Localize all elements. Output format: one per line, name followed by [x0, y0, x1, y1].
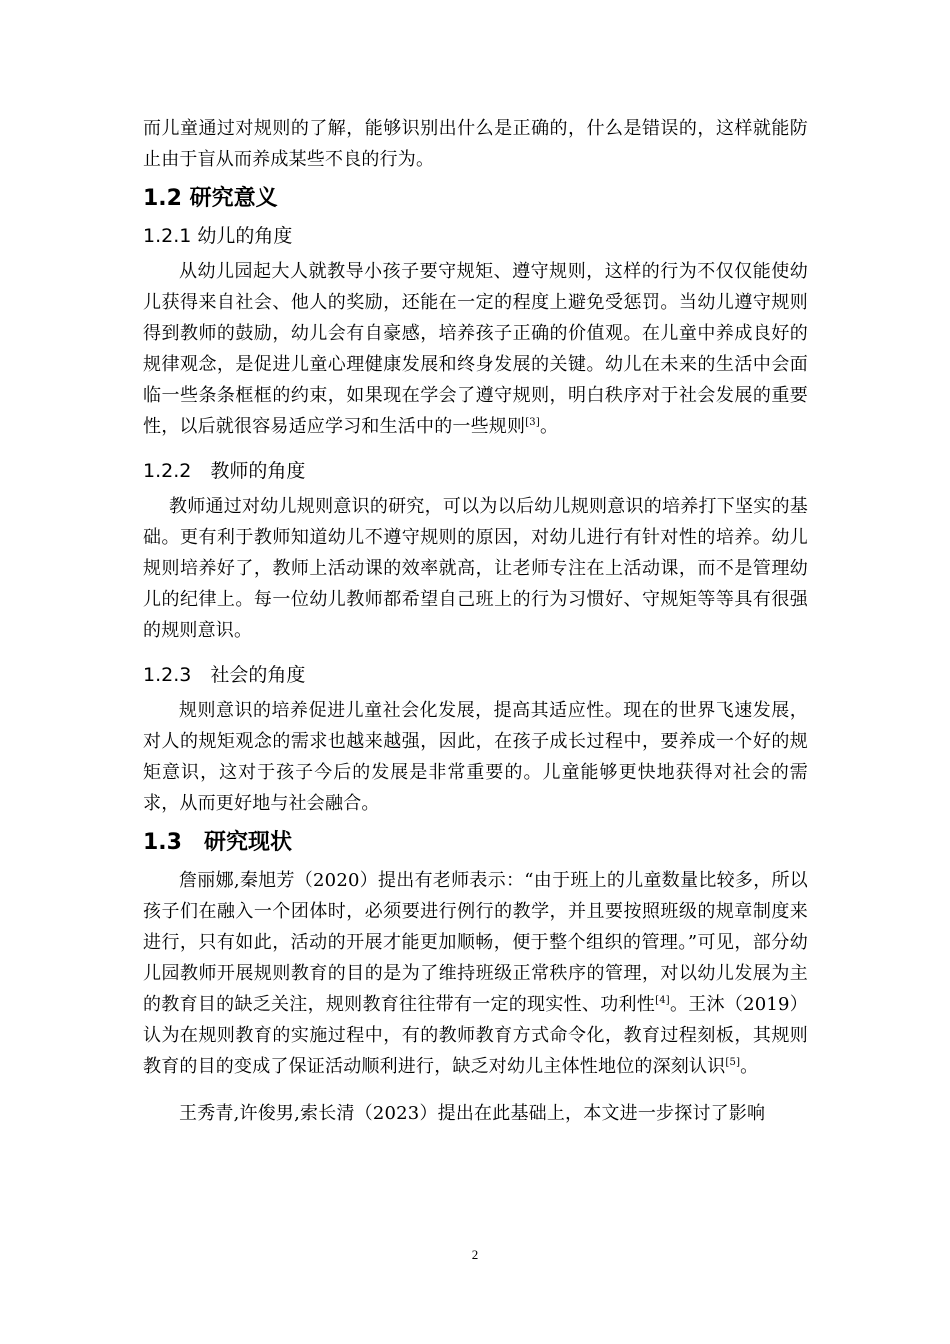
subsection-heading-1-2-2: 1.2.2 教师的角度 — [143, 460, 306, 482]
section-heading-1-2: 1.2 研究意义 — [143, 186, 278, 211]
citation-4: [4] — [655, 995, 670, 1006]
subsection-heading-1-2-1: 1.2.1 幼儿的角度 — [143, 225, 293, 247]
paragraph-research-status-1-b: 。王沐（2019）认为在规则教育的实施过程中，有的教师教育方式命令化，教育过程刻板，其规则教育的目的变成了保证活动顺利进行，缺乏对幼儿主体性地位的深刻认识 — [143, 994, 808, 1077]
citation-3: [3] — [525, 417, 540, 428]
paragraph-research-status-1-c: 。 — [740, 1056, 759, 1077]
citation-5: [5] — [725, 1057, 741, 1068]
document-page — [143, 113, 808, 1129]
section-heading-1-3: 1.3 研究现状 — [143, 830, 292, 855]
paragraph-child-perspective — [143, 256, 808, 442]
page-number: 2 — [471, 1247, 479, 1262]
paragraph-research-status-1 — [143, 865, 808, 1082]
paragraph-teacher-perspective: 教师通过对幼儿规则意识的研究，可以为以后幼儿规则意识的培养打下坚实的基础。更有利于教师知道幼儿不遵守规则的原因，对幼儿进行有针对性的培养。幼儿规则培养好了，教师上活动课的效率就高，让老师专注在上活动课，而不是管理幼儿的纪律上。每一位幼儿教师都希望自己班上的行为习惯好、守规矩等等具有很强的规则意识。 — [143, 496, 808, 641]
paragraph-child-perspective-tail: 。 — [539, 416, 559, 437]
paragraph-research-status-1-a: 詹丽娜,秦旭芳（2020）提出有老师表示：“由于班上的儿童数量比较多，所以孩子们在融入一个团体时，必须要进行例行的教学，并且要按照班级的规章制度来进行，只有如此，活动的开展才能更加顺畅，便于整个组织的管理。”可见，部分幼儿园教师开展规则教育的目的是为了维持班级正常秩序的管理，对以幼儿发展为主的教育目的缺乏关注，规则教育往往带有一定的现实性、功利性 — [143, 870, 808, 1015]
paragraph-child-perspective-text: 从幼儿园起大人就教导小孩子要守规矩、遵守规则，这样的行为不仅仅能使幼儿获得来自社会、他人的奖励，还能在一定的程度上避免受惩罚。当幼儿遵守规则得到教师的鼓励，幼儿会有自豪感，培养孩子正确的价值观。在儿童中养成良好的规律观念，是促进儿童心理健康发展和终身发展的关键。幼儿在未来的生活中会面临一些条条框框的约束，如果现在学会了遵守规则，明白秩序对于社会发展的重要性，以后就很容易适应学习和生活中的一些规则 — [143, 261, 808, 437]
paragraph-society-perspective: 规则意识的培养促进儿童社会化发展，提高其适应性。现在的世界飞速发展，对人的规矩观念的需求也越来越强，因此，在孩子成长过程中，要养成一个好的规矩意识，这对于孩子今后的发展是非常重要的。儿童能够更快地获得对社会的需求，从而更好地与社会融合。 — [143, 700, 808, 814]
paragraph-research-status-2: 王秀青,许俊男,索长清（2023）提出在此基础上，本文进一步探讨了影响 — [179, 1103, 766, 1124]
subsection-heading-1-2-3: 1.2.3 社会的角度 — [143, 664, 306, 686]
intro-paragraph: 而儿童通过对规则的了解，能够识别出什么是正确的，什么是错误的，这样就能防止由于盲从而养成某些不良的行为。 — [143, 118, 808, 170]
